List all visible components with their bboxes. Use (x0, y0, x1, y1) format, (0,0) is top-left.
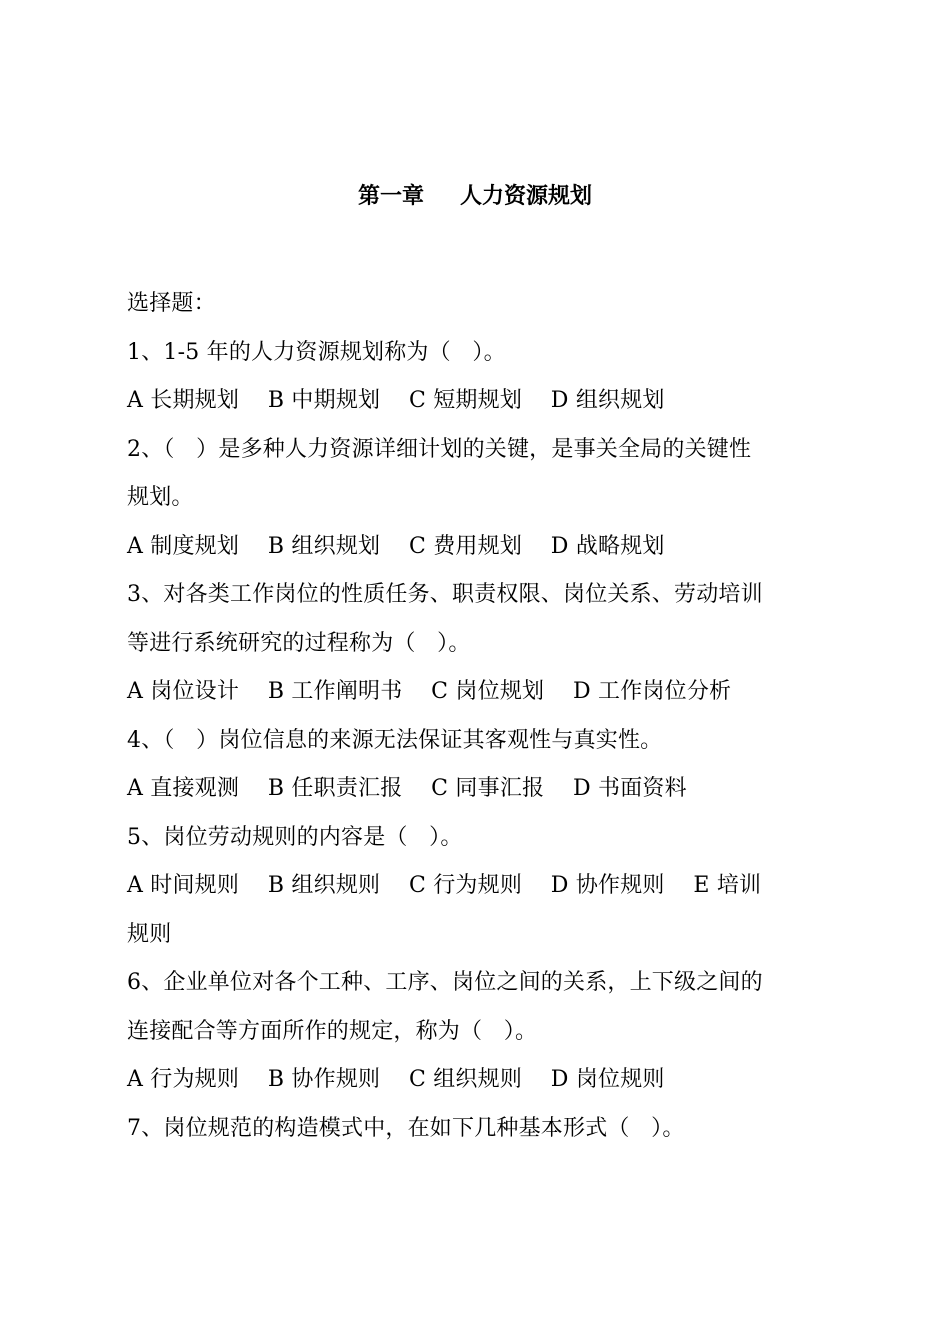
question-2-continued: 规划。 (127, 485, 194, 510)
question-5: 5、岗位劳动规则的内容是（ ）。 (127, 824, 463, 850)
question-4: 4、（ ）岗位信息的来源无法保证其客观性与真实性。 (127, 727, 663, 753)
question-6-options: A 行为规则 B 协作规则 C 组织规则 D 岗位规则 (127, 1067, 665, 1092)
question-list (127, 280, 827, 1153)
question-4-options: A 直接观测 B 任职责汇报 C 同事汇报 D 书面资料 (127, 776, 687, 801)
section-heading: 选择题： (127, 291, 216, 316)
question-2-options: A 制度规划 B 组织规划 C 费用规划 D 战略规划 (127, 533, 665, 559)
question-1-options: A 长期规划 B 中期规划 C 短期规划 D 组织规划 (127, 388, 665, 413)
question-1: 1、1-5 年的人力资源规划称为（ ）。 (127, 339, 506, 365)
question-3: 3、对各类工作岗位的性质任务、职责权限、岗位关系、劳动培训 (127, 582, 763, 607)
question-6: 6、企业单位对各个工种、工序、岗位之间的关系，上下级之间的 (127, 970, 763, 995)
question-3-options: A 岗位设计 B 工作阐明书 C 岗位规划 D 工作岗位分析 (127, 679, 732, 704)
chapter-number: 第一章 (357, 184, 424, 209)
question-6-continued: 连接配合等方面所作的规定，称为（ ）。 (127, 1018, 538, 1044)
question-5-options-continued: 规则 (127, 921, 172, 947)
chapter-title (0, 182, 950, 212)
question-2: 2、（ ）是多种人力资源详细计划的关键，是事关全局的关键性 (127, 436, 752, 462)
chapter-name: 人力资源规划 (460, 184, 593, 209)
question-7: 7、岗位规范的构造模式中，在如下几种基本形式（ ）。 (127, 1115, 685, 1141)
question-5-options: A 时间规则 B 组织规则 C 行为规则 D 协作规则 E 培训 (127, 873, 762, 898)
question-3-continued: 等进行系统研究的过程称为（ ）。 (127, 630, 471, 656)
